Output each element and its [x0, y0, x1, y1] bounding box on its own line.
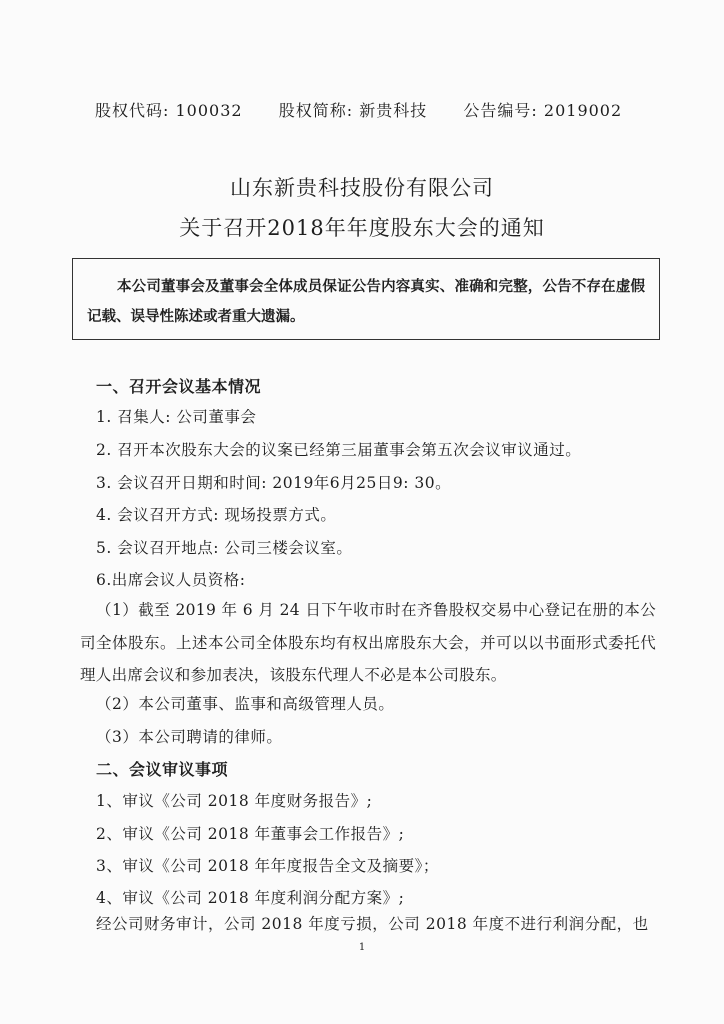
- section-heading-2: 二、会议审议事项: [96, 760, 229, 779]
- list-item: 5. 会议召开地点: 公司三楼会议室。: [96, 539, 353, 557]
- list-item: 4. 会议召开方式: 现场投票方式。: [96, 506, 337, 524]
- list-item: 1. 召集人: 公司董事会: [96, 408, 257, 426]
- list-item: 3、审议《公司 2018 年年度报告全文及摘要》；: [96, 857, 439, 875]
- stock-short-name: 股权简称: 新贵科技: [278, 101, 428, 120]
- list-item: 1、审议《公司 2018 年度财务报告》;: [96, 792, 373, 810]
- list-item: （2）本公司董事、监事和高级管理人员。: [96, 695, 395, 713]
- section-heading-1: 一、召开会议基本情况: [96, 377, 262, 396]
- page-number: 1: [358, 942, 366, 953]
- list-item: 3. 会议召开日期和时间: 2019年6月25日9: 30。: [96, 474, 452, 492]
- notice-title: 关于召开2018年年度股东大会的通知: [179, 216, 545, 240]
- list-item: 4、审议《公司 2018 年度利润分配方案》;: [96, 889, 405, 907]
- disclaimer-box: 本公司董事会及董事会全体成员保证公告内容真实、准确和完整，公告不存在虚假记载、误导性陈述或者重大遗漏。: [72, 258, 660, 340]
- list-item: 6.出席会议人员资格:: [96, 571, 246, 589]
- qualification-paragraph: （1）截至 2019 年 6 月 24 日下午收市时在齐鲁股权交易中心登记在册的本公司全体股东。上述本公司全体股东均有权出席股东大会，并可以以书面形式委托代理人出席会议和参加表决，该股东代理人不必是本公司股东。: [80, 601, 656, 684]
- announcement-header: [95, 98, 655, 121]
- stock-code: 股权代码: 100032: [95, 101, 243, 120]
- list-item: （3）本公司聘请的律师。: [96, 728, 283, 746]
- list-item: 2. 召开本次股东大会的议案已经第三届董事会第五次会议审议通过。: [96, 441, 582, 459]
- body-paragraph: 经公司财务审计，公司 2018 年度亏损，公司 2018 年度不进行利润分配，也: [96, 915, 649, 933]
- list-item: 2、审议《公司 2018 年董事会工作报告》;: [96, 825, 405, 843]
- notice-number: 公告编号: 2019002: [463, 101, 623, 120]
- company-title: 山东新贵科技股份有限公司: [230, 176, 494, 200]
